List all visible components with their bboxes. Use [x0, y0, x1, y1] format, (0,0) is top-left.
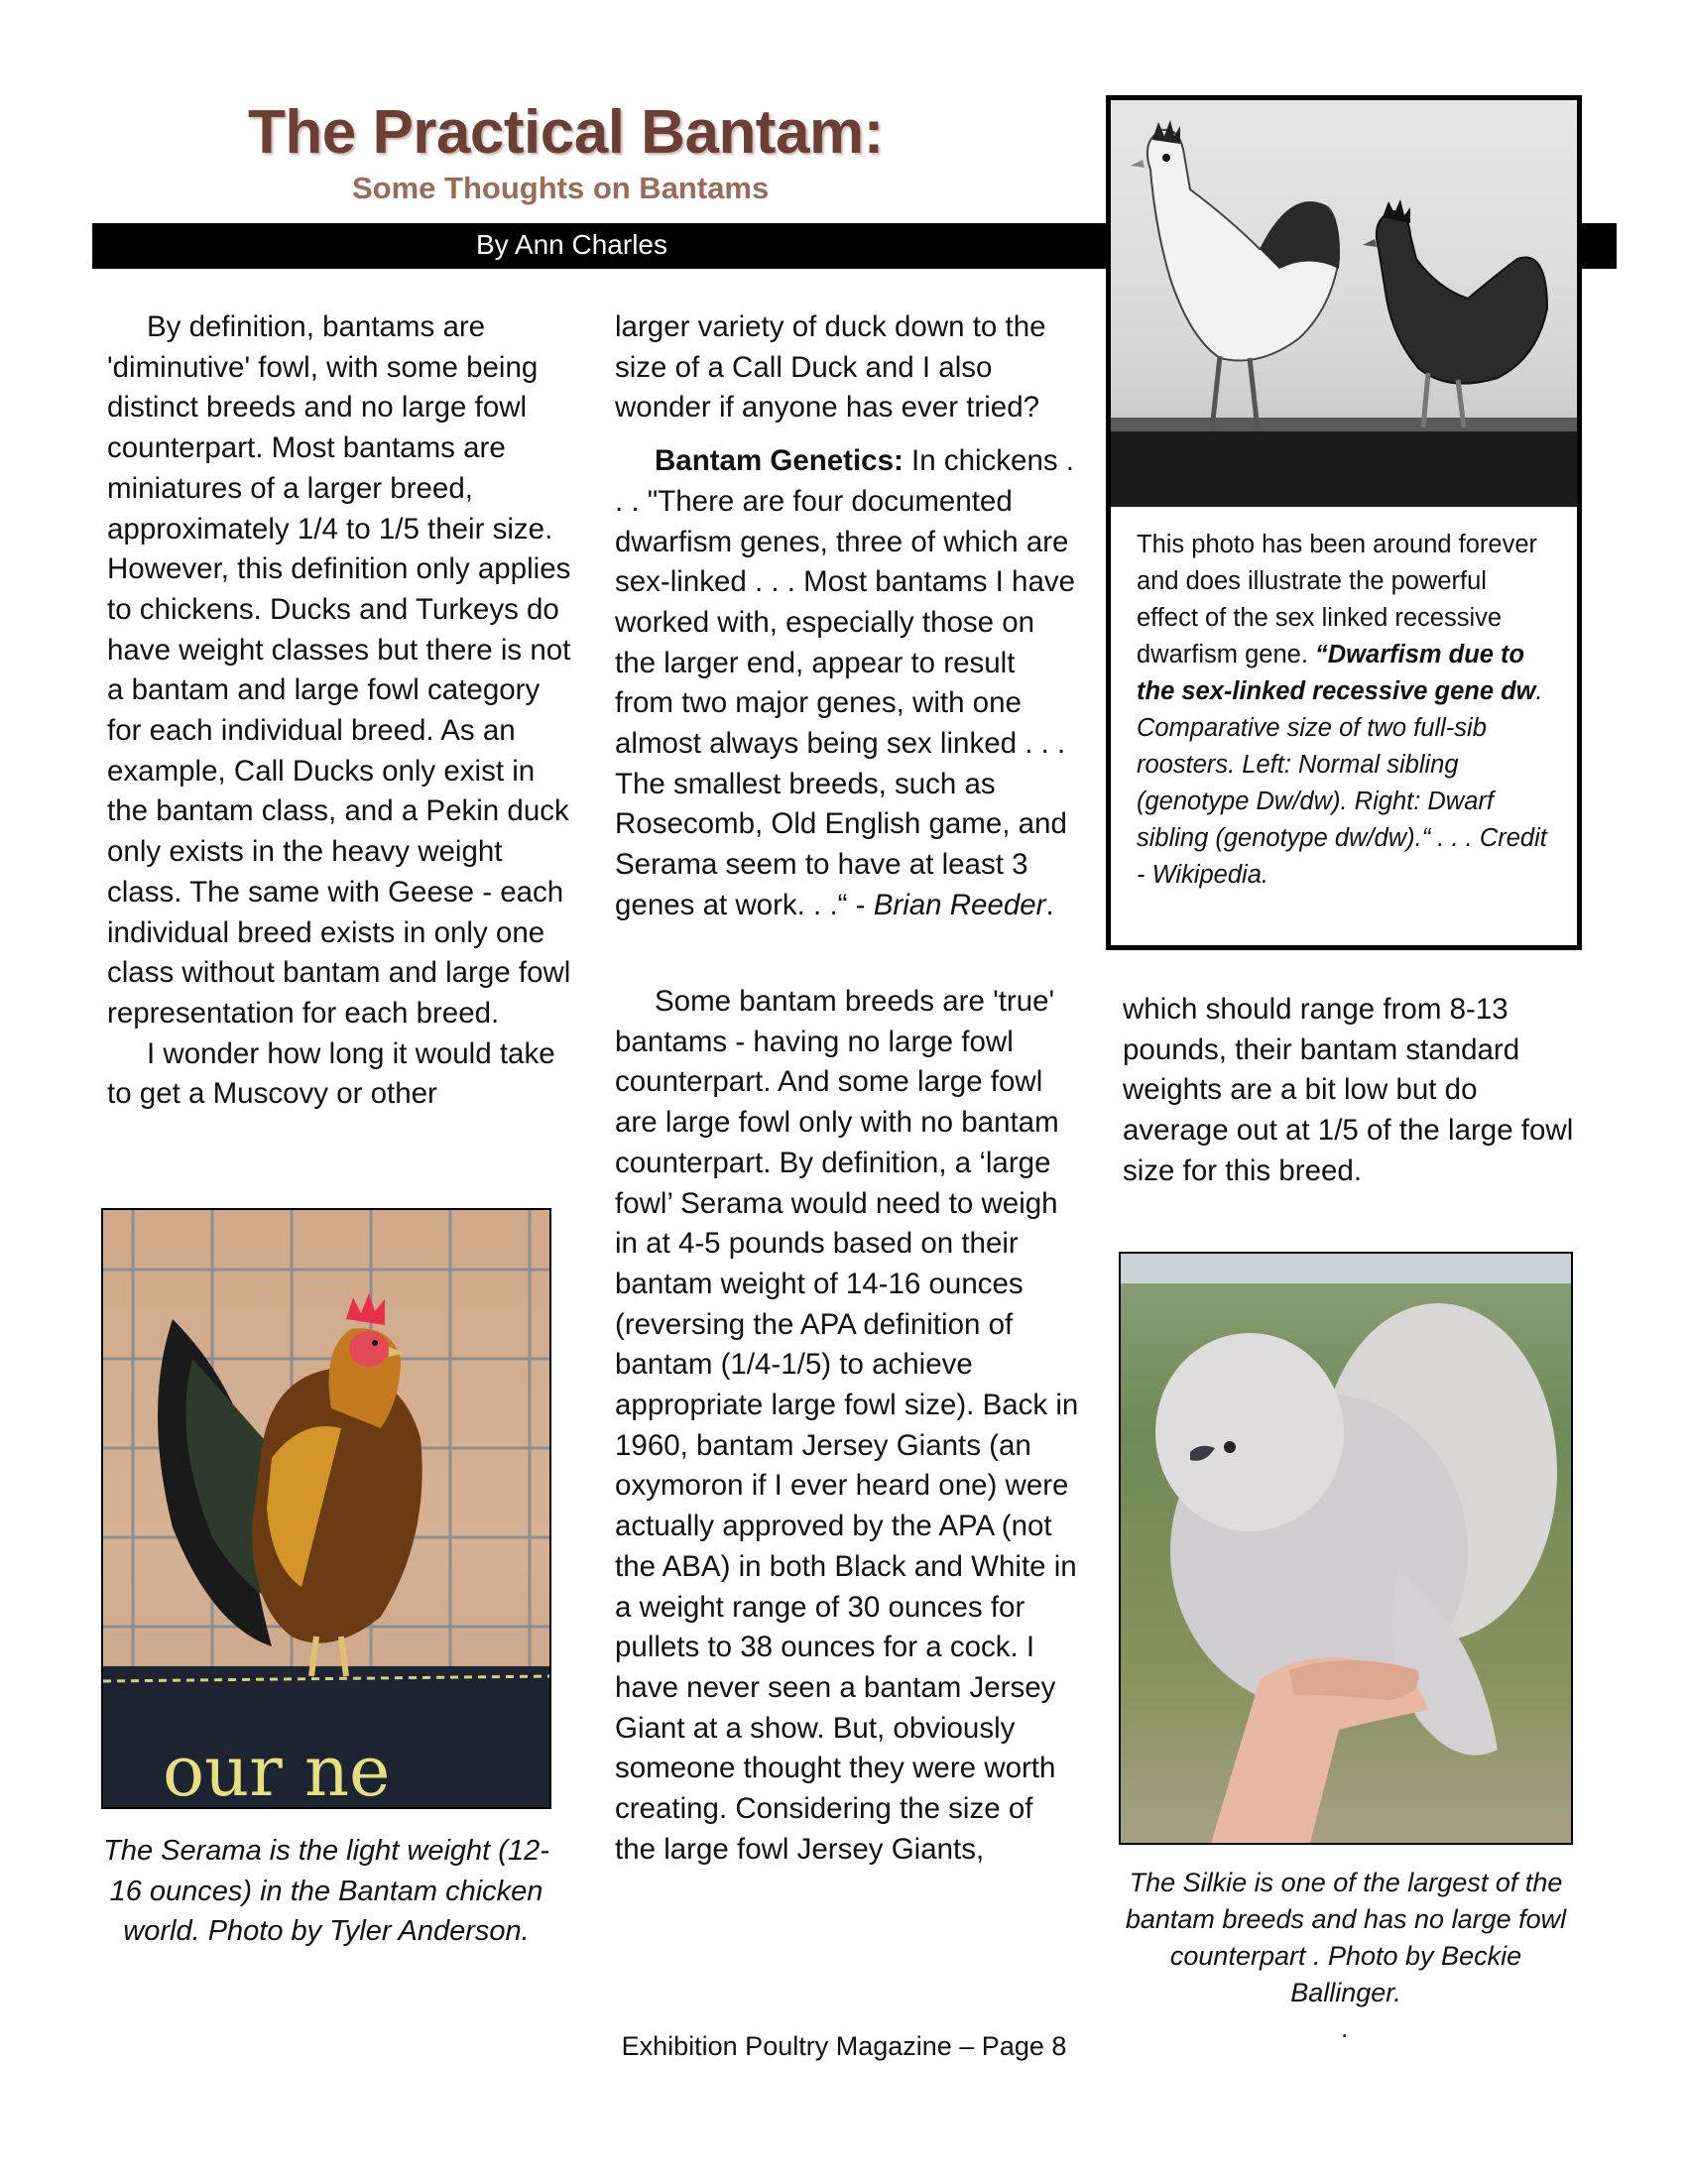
col3-paragraph-1: which should range from 8-13 pounds, their bantam standard weights are a bit low but do average out at 1/5 of the large fowl size for this breed.: [1123, 993, 1574, 1187]
silkie-photo: [1119, 1252, 1573, 1845]
page-footer: Exhibition Poultry Magazine – Page 8: [621, 2031, 1067, 2061]
article-subtitle: Some Thoughts on Bantams: [352, 171, 770, 205]
serama-photo: [101, 1208, 551, 1809]
dwarfism-photo-box: [1106, 95, 1582, 950]
article-title: The Practical Bantam:: [248, 98, 884, 167]
genetics-period: .: [1045, 888, 1054, 921]
column-2-bottom: [615, 982, 1081, 1870]
silkie-caption: The Silkie is one of the largest of the bantam breeds and has no large fowl counterpart . Photo by Beckie Ballinger.: [1125, 1868, 1567, 2007]
column-1: [107, 307, 573, 1115]
caption-plain-text: This photo has been around forever and does illustrate the powerful effect of the sex linked recessive dwarfism gene.: [1137, 531, 1538, 668]
dwarfism-photo-caption: [1137, 527, 1553, 894]
genetics-source: Brian Reeder: [873, 888, 1046, 921]
caption-bold-quote: “Dwarfism due to the sex-linked recessive gene dw: [1137, 641, 1536, 705]
column-3: [1123, 990, 1589, 1192]
serama-caption: The Serama is the light weight (12-16 ounces) in the Bantam chicken world. Photo by Tyler Anderson.: [103, 1835, 549, 1947]
col2-genetics-paragraph: [615, 441, 1081, 925]
genetics-heading: Bantam Genetics:: [655, 444, 904, 478]
stray-dot: .: [1341, 2013, 1349, 2043]
caption-italic-credit: . Comparative size of two full-sib roosters. Left: Normal sibling (genotype Dw/dw). Right: Dwarf sibling (genotype dw/dw).“ . . . Credit - Wikipedia.: [1137, 677, 1547, 889]
genetics-text: In chickens . . . "There are four documented dwarfism genes, three of which are sex-linked . . . Most bantams I have worked with, especially those on the larger end, appear to result from two major genes, with one almost always being sex linked . . . The smallest breeds, such as Rosecomb, Old English game, and Serama seem to have at least 3 genes at work. . .“ -: [615, 444, 1076, 921]
col1-paragraph-2: I wonder how long it would take to get a Muscovy or other: [107, 1036, 555, 1111]
dwarfism-rooster-photo: [1111, 100, 1577, 507]
col2-paragraph-1: larger variety of duck down to the size of a Call Duck and I also wonder if anyone has ever tried?: [615, 310, 1046, 425]
col1-paragraph-1: By definition, bantams are 'diminutive' fowl, with some being distinct breeds and no large fowl counterpart. Most bantams are miniatures of a larger breed, approximately 1/4 to 1/5 their size. However, this definition only applies to chickens. Ducks and Turkeys do have weight classes but there is not a bantam and large fowl category for each individual breed. As an example, Call Ducks only exist in the bantam class, and a Pekin duck only exists in the heavy weight class. The same with Geese - each individual breed exists in only one class without bantam and large fowl representation for each breed.: [107, 310, 571, 1030]
column-2-top: [615, 307, 1081, 926]
byline: By Ann Charles: [476, 229, 667, 260]
col2-paragraph-3: Some bantam breeds are 'true' bantams - having no large fowl counterpart. And some large fowl are large fowl only with no bantam counterpart. By definition, a ‘large fowl’ Serama would need to weigh in at 4-5 pounds based on their bantam weight of 14-16 ounces (reversing the APA definition of bantam (1/4-1/5) to achieve appropriate large fowl size). Back in 1960, bantam Jersey Giants (an oxymoron if I ever heard one) were actually approved by the APA (not the ABA) in both Black and White in a weight range of 30 ounces for pullets to 38 ounces for a cock. I have never seen a bantam Jersey Giant at a show. But, obviously someone thought they were worth creating. Considering the size of the large fowl Jersey Giants,: [615, 985, 1079, 1866]
serama-ground-text: our ne: [163, 1731, 391, 1809]
